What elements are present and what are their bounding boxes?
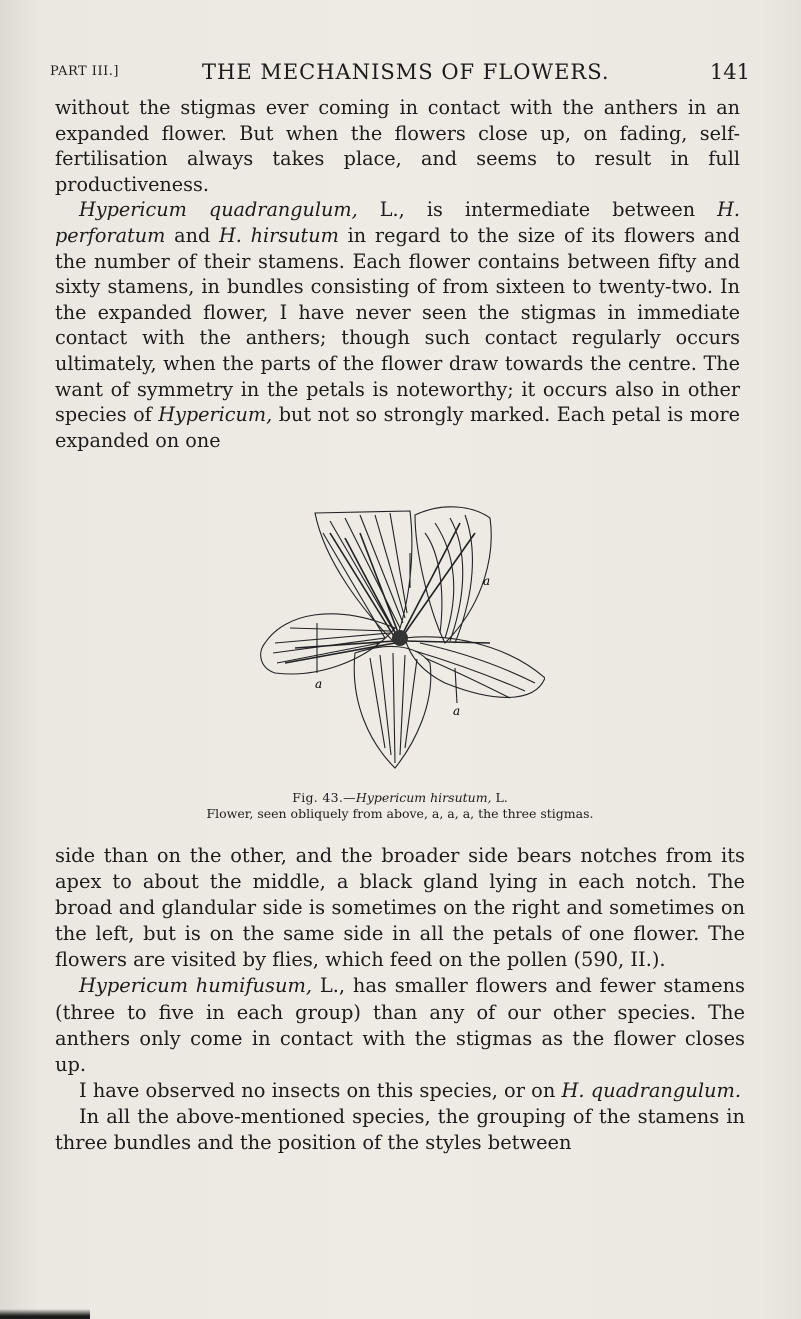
caption-label: Fig. 43.—	[292, 790, 356, 805]
text-run: and	[165, 223, 220, 247]
paragraph	[55, 197, 740, 453]
paragraph: In all the above-mentioned species, the grouping of the stamens in three bundles and the position of the styles between	[55, 1104, 745, 1155]
species-name: H. hirsutum	[219, 223, 339, 247]
page-number: 141	[709, 60, 750, 84]
text-run: I have observed no insects on this species, or on	[79, 1078, 562, 1102]
species-name: Hypericum quadrangulum,	[79, 198, 358, 222]
text-run: L., has smaller flowers and fewer stamens (three to five in each group) than any of our other species. The anthers only come in contact with the stigmas as the flower closes up.	[55, 974, 746, 1076]
stigma-label: a	[483, 574, 491, 588]
hypericum-flower-drawing	[245, 493, 545, 775]
stigma-label: a	[453, 704, 461, 718]
stigma-label: a	[315, 677, 323, 691]
part-label: PART III.]	[50, 64, 119, 79]
flower-illustration	[245, 493, 545, 775]
caption-text: Flower, seen obliquely from above, a, a, a, the three stigmas.	[206, 806, 594, 821]
paragraph	[55, 1078, 745, 1104]
text-block-bottom	[55, 843, 745, 1156]
paragraph: without the stigmas ever coming in contact with the anthers in an expanded flower. But when the flowers close up, on fading, self-fertilisation always takes place, and seems to result in full productiveness.	[55, 96, 740, 196]
petal	[405, 637, 545, 698]
text-run: but not so strongly marked. Each petal is more expanded on one	[55, 403, 741, 452]
page-header	[50, 60, 750, 90]
scan-edge-shadow	[0, 1309, 90, 1319]
text-run: in regard to the size of its flowers and the number of their stamens. Each flower contains between fifty and sixty stamens, in bundles consisting of from sixteen to twenty-two. In the expanded flower, I have never seen the stigmas in immediate contact with the anthers; though such contact regularly occurs ultimately, when the parts of the flower draw towards the centre. The want of symmetry in the petals is noteworthy; it occurs also in other species of	[55, 223, 740, 427]
caption-title	[60, 790, 740, 806]
caption-author: L.	[491, 790, 508, 805]
text-block-top	[55, 95, 740, 453]
figure-caption	[60, 790, 740, 822]
running-title: THE MECHANISMS OF FLOWERS.	[202, 60, 610, 84]
species-name: Hypericum,	[158, 403, 273, 427]
text-run: L., is intermediate between	[357, 198, 718, 222]
paragraph: side than on the other, and the broader side bears notches from its apex to about the middle, a black gland lying in each notch. The broad and glandular side is sometimes on the right and sometimes on the left, but is on the same side in all the petals of one flower. The flowers are visited by flies, which feed on the pollen (590, II.).	[55, 844, 745, 972]
caption-species: Hypericum hirsutum,	[355, 790, 492, 805]
species-name: Hypericum humifusum,	[79, 974, 313, 998]
paragraph	[55, 973, 745, 1077]
flower-center	[392, 630, 408, 646]
species-name: H. quadrangulum.	[561, 1078, 742, 1102]
species-name: H. perforatum	[55, 198, 740, 247]
